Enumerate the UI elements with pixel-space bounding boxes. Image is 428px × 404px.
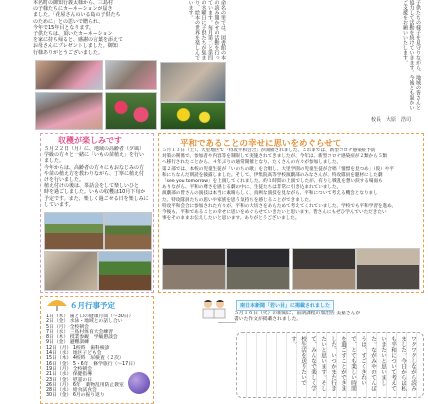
schedule-item: 21日（水） 保健指導 — [46, 372, 93, 378]
harvest-text — [44, 146, 150, 209]
photo-carnation-flowers — [105, 92, 157, 130]
peace-text — [162, 148, 420, 223]
harvest-title: 収穫が楽しみです — [58, 136, 122, 145]
text-line: 子供たちは、頂いたカーネーション — [33, 31, 113, 38]
peace-box — [158, 133, 424, 293]
text-line: ５月１３日（土）、大里地区で「特攻平和会合」が開催されました。これまでは、新型コロナ感染症予防 — [162, 148, 376, 153]
text-line: 学級の方々と一緒に「いもの苗植え」を行い — [44, 152, 145, 159]
schedule-item: 26日（月） 6年 薬物乱用防止教室 — [46, 382, 124, 388]
text-line: 植え付けの後は、茶話会をして楽しいひと — [44, 183, 140, 190]
schedule-item: 5日（月） 全校朝会 — [46, 324, 89, 330]
reading-children-icon — [200, 298, 230, 320]
schedule-title: ６月行事予定 — [70, 301, 115, 310]
principal-signature: 校長 大原 浩司 — [370, 117, 411, 123]
photo-peace-stage-1 — [162, 248, 226, 290]
top-right-article — [236, 0, 421, 130]
text-line: 「see you tomorrow」を上演してくれました。約１時間の上演でしたが、有りし戦乱を想い涙する場面も — [162, 179, 383, 185]
text-line: ありながら、平和の尊さを感じる劇の中に、生徒たちは非常に引き込まれていました。 — [162, 185, 342, 191]
text-line: お母さんにプレゼントしました。御知 — [33, 43, 118, 50]
photo-carnation-group — [35, 92, 103, 130]
hydrangea-icon — [128, 372, 150, 394]
essay-frame — [236, 332, 424, 398]
photo-planting-field — [44, 212, 104, 250]
text-line: けを行いました。 — [44, 177, 85, 184]
text-line: 予定です。また、楽しく過ごせる日を楽しみに — [44, 195, 149, 202]
schedule-item: 8日（木） 授業参観 学級懇談会 — [46, 335, 118, 341]
carnation-text — [33, 0, 156, 57]
photo-yellow-flowers — [160, 102, 226, 130]
text-line: ました。 — [44, 158, 65, 165]
top-left-article — [33, 0, 156, 130]
text-line: を家に持ち帰ると、感謝の言葉を添えて — [33, 37, 124, 44]
text-line: 和にちなんだ朗読を披露しました。そして、伊集院高等学校演劇部のみなさんが、特攻隊員を題材にした劇 — [162, 172, 383, 178]
text-line: 今後も、平和であることの幸せに思いをめぐらせていきたいと思います。皆さんにもぜひ学んでいただきたい — [162, 210, 387, 216]
schedule-item: 7日（水） 三島村体育大会練習 — [46, 329, 113, 335]
schedule-item: 1日（木） 歯と口の健康月間（～30日） — [46, 314, 134, 319]
newspaper-intro: ５月１６日（火）の新聞に、前期課程の加治佐 美嘉さんが書いた作文が掲載されました。 — [234, 311, 361, 322]
schedule-item: 19日（月） 全校朝会 — [46, 366, 93, 372]
schedule-item: 14日（水） 地区子ども会 — [46, 351, 102, 357]
photo-peace-audience — [356, 248, 420, 290]
text-line: 対策の関係で、参加者や内容等を制限して実施されてきましたが、今年は、新型コロナ感染症が２類から５類 — [162, 154, 388, 160]
newspaper-box — [158, 296, 424, 400]
text-line: しています。 — [44, 201, 74, 208]
schedule-item: 30日（金） 6月の振り返り — [46, 393, 105, 399]
text-line: や苗の植え方を教わりながら、丁寧に植え付 — [44, 170, 145, 177]
essay-speech-line — [218, 322, 236, 323]
schedule-item: 16日（金） 5・6年 修学旅行（～17日） — [46, 361, 138, 367]
photo-peace-stage-3 — [292, 248, 356, 290]
photo-children-carnations — [35, 60, 103, 90]
text-line: へ移行されたことから、４年ぶりの通常開催となり、たくさんの方々が参加しました。 — [162, 160, 342, 166]
photo-class-carnations — [105, 60, 157, 90]
text-line: ました。「花屋さんのいる島の子供たち — [33, 12, 121, 19]
text-line: 本名町の御知行義太様から、三島村 — [33, 0, 114, 6]
photo-potato-seedlings — [98, 251, 152, 291]
text-line: 事をそのままお伝えしたいと思います。ありがとうございました。 — [162, 216, 300, 222]
harvest-box — [40, 133, 154, 293]
schedule-item: 23日（金） 慰霊の日 — [46, 377, 93, 383]
schedule-item: 12日（月） 1校時 歯科検診 — [46, 345, 110, 351]
photo-tea-party — [44, 251, 98, 291]
text-line: 時を過ごしました。いもの収穫は10月下旬か — [44, 189, 146, 196]
text-line: 演劇部の皆さんの演技は本当に素晴らしく、真剣な演技を見ながら、平和について考える機会となりまし — [162, 191, 378, 197]
umbrella-icon — [46, 298, 68, 312]
text-line: た。特攻隊員たちの思いや家族を思う気持ちを感じることができました。 — [162, 197, 314, 203]
essay-vertical-text: ワクワクしながら読みました。今日からは私も平和について考えていきたいと思いました。ながみやのてんぼうは、すごくきれいで、とても楽しい時間を過ごすことができました。いつかまた行きたいと思います。そして、みんなで楽しく学校生活を送りたいです。 — [290, 336, 416, 391]
schedule-box — [40, 296, 154, 400]
newspaper-header: 南日本新聞「若い目」に掲載されました — [236, 300, 334, 311]
photo-peace-stage-2 — [226, 248, 290, 290]
text-line: 行様ありがとうございました。 — [33, 49, 104, 56]
text-line: 今年で15年目となります。 — [33, 24, 94, 31]
text-line: 特攻平和会合に参加された方々が、平和の大切さをあらためて考えてくれていました。学校でも平和学習を進め、 — [162, 203, 397, 209]
schedule-item: 9日（金） 避難訓練 — [46, 340, 89, 346]
text-line: 今年からは、高齢者の方々にもおなじみの方 — [44, 164, 145, 171]
schedule-item: 15日（木） 4校時 尿検査（２次） — [46, 356, 124, 362]
reading-vertical-text: 命名の里では、図書館の本の読み聞かせの活動を行っています。毎月第二と第四の水曜日に子供たちが集まり、絵本の世界を楽しんでいます。 — [187, 0, 226, 60]
schedule-item: 28日（水） 給食試食会 — [46, 388, 97, 394]
top-middle-article — [160, 0, 226, 130]
photo-planting-group — [104, 212, 152, 250]
text-line: のために」との思いで贈られ、 — [33, 18, 104, 25]
peace-title: 平和であることの幸せに思いをめぐらせて — [180, 139, 342, 149]
schedule-item: 2日（金） 水泳・地域との話し合い — [46, 319, 123, 325]
text-line: の子様たちにカーネーションが届き — [33, 6, 113, 13]
text-line: 第２部では、本校の児童生徒が「いのちの歌」を合唱し、大里学園の児童生徒が合唱「憧憬を見つめ」（仮）や平 — [162, 166, 394, 172]
photo-reading-session — [160, 62, 226, 102]
text-line: ５月２２日（月）に、地域の高齢者（夕風） — [44, 146, 145, 152]
principal-vertical-text: 子供たちの様子を見守りながら、地域の皆さんと協力して活動を続けていきます。今後とも温かいご支援をお願いいたします。 — [402, 0, 421, 110]
